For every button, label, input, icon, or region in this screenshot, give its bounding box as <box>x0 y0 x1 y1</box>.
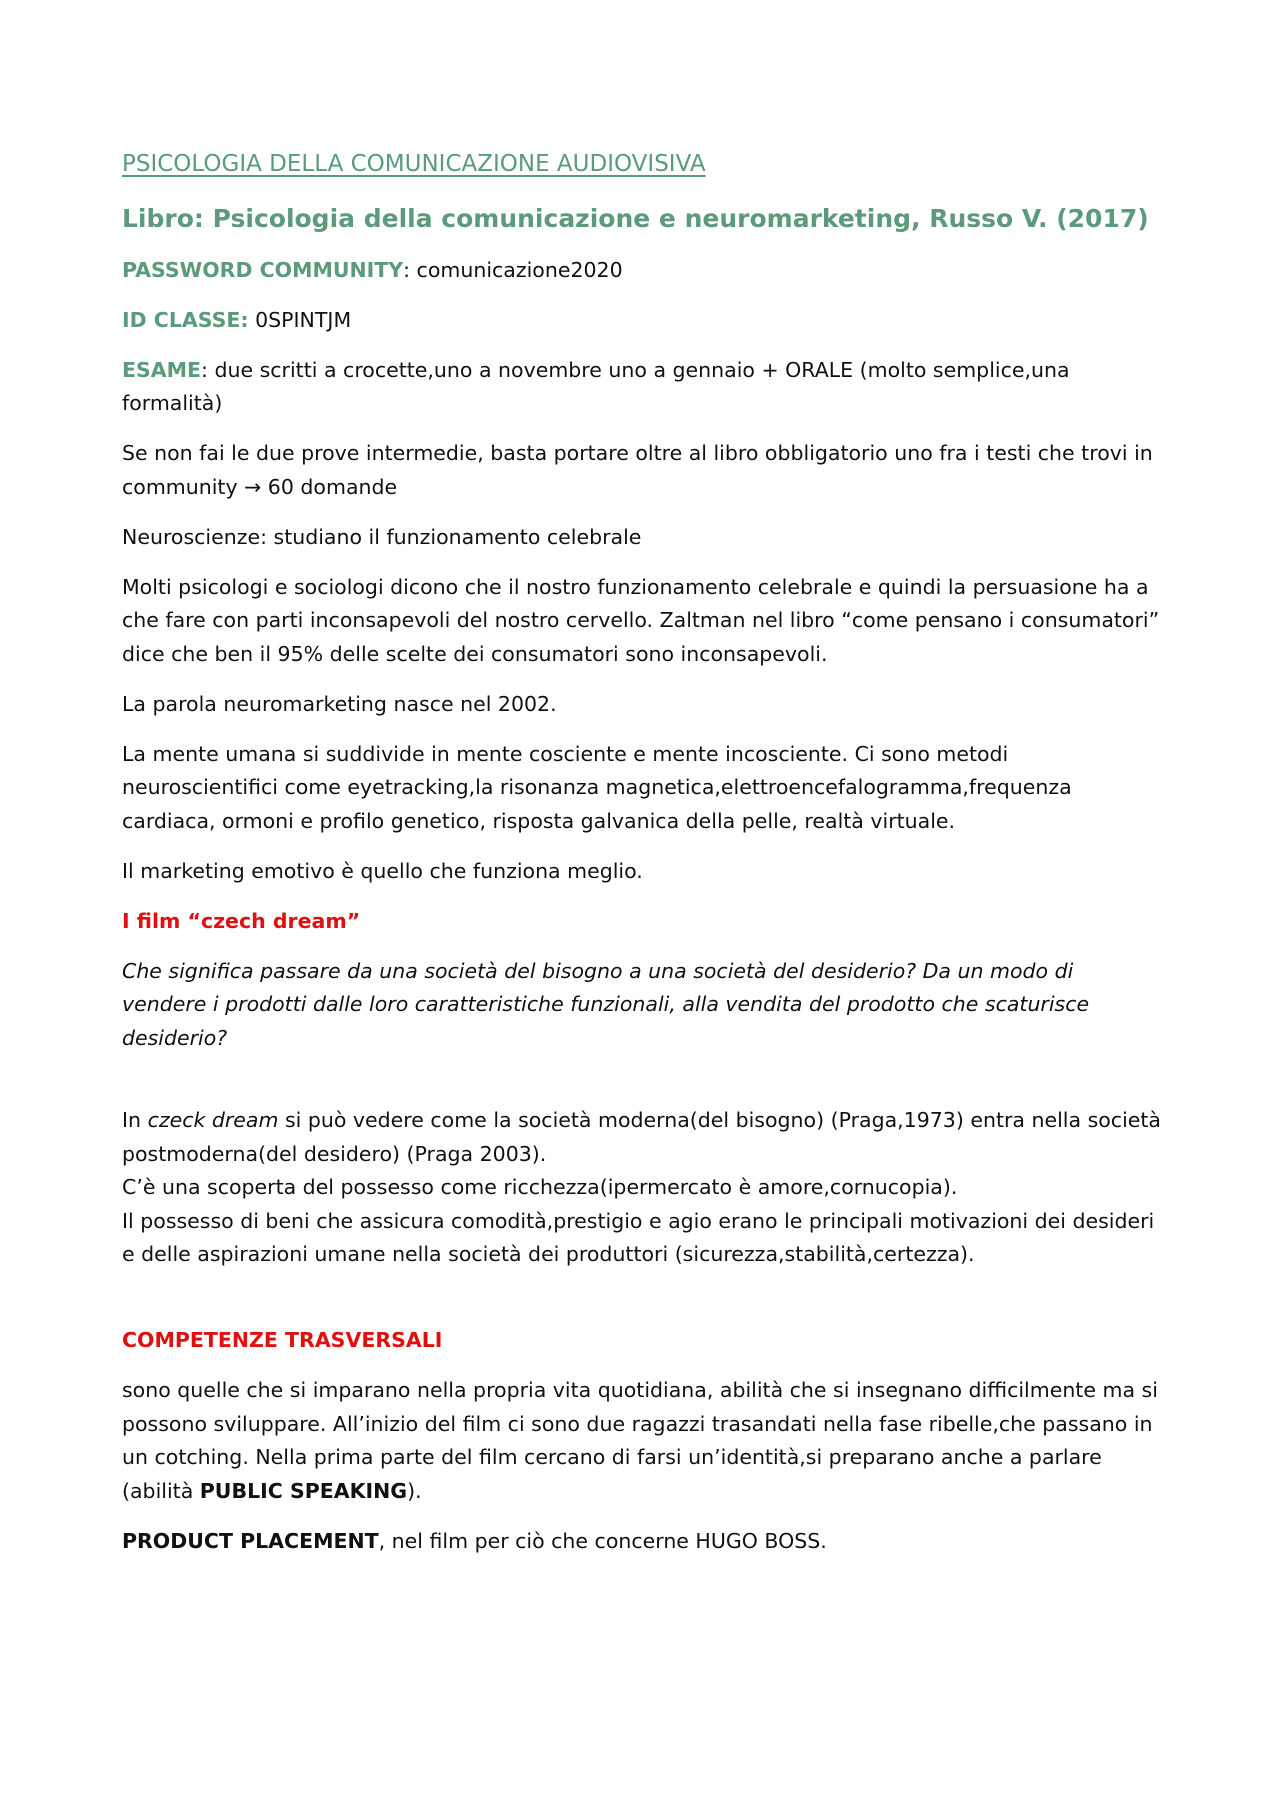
paragraph-product-placement <box>122 1525 1162 1559</box>
product-placement-label: PRODUCT PLACEMENT <box>122 1528 379 1553</box>
competenze-heading: COMPETENZE TRASVERSALI <box>122 1328 443 1352</box>
public-speaking: PUBLIC SPEAKING <box>199 1478 408 1503</box>
book-label: Libro: <box>122 203 204 233</box>
id-classe-value: 0SPINTJM <box>248 307 352 332</box>
password-value: : comunicazione2020 <box>403 257 623 282</box>
document-page <box>122 148 1162 1575</box>
paragraph-neuroscienze: Neuroscienze: studiano il funzionamento celebrale <box>122 524 642 549</box>
book-line <box>122 200 1162 238</box>
esame-label: ESAME <box>122 357 202 382</box>
paragraph-czeck-dream <box>122 1104 1162 1272</box>
paragraph-psicologi: Molti psicologi e sociologi dicono che il nostro funzionamento celebrale e quindi la persuasione ha a che fare con parti inconsapevoli del nostro cervello. Zaltman nel libro “come pensano i consumatori” dice che ben il 95% delle scelte dei consumatori sono inconsapevoli. <box>122 574 1160 666</box>
czeck-line1: si può vedere come la società moderna(del bisogno) (Praga,1973) entra nella società postmoderna(del desidero) (Praga 2003). <box>122 1108 1161 1166</box>
id-classe-line <box>122 304 1162 338</box>
paragraph-competenze <box>122 1374 1162 1508</box>
password-line <box>122 254 1162 288</box>
paragraph-marketing: Il marketing emotivo è quello che funziona meglio. <box>122 858 643 883</box>
paragraph-question: Che significa passare da una società del bisogno a una società del desiderio? Da un modo di vendere i prodotti dalle loro caratteristiche funzionali, alla vendita del prodotto che scaturisce desiderio? <box>122 958 1090 1050</box>
id-classe-label: ID CLASSE: <box>122 307 249 332</box>
paragraph-mente: La mente umana si suddivide in mente cosciente e mente incosciente. Ci sono metodi neuroscientifici come eyetracking,la risonanza magnetica,elettroencefalogramma,frequenza cardiaca, ormoni e profilo genetico, risposta galvanica della pelle, realtà virtuale. <box>122 741 1072 833</box>
product-placement-text: , nel film per ciò che concerne HUGO BOSS. <box>378 1528 827 1553</box>
czeck-title: czeck dream <box>147 1108 279 1132</box>
czeck-line2: C’è una scoperta del possesso come ricchezza(ipermercato è amore,cornucopia). <box>122 1175 958 1199</box>
blank-line <box>122 1288 1162 1324</box>
document-title: PSICOLOGIA DELLA COMUNICAZIONE AUDIOVISIVA <box>122 151 706 177</box>
competenze-text: sono quelle che si imparano nella propria vita quotidiana, abilità che si insegnano difficilmente ma si possono sviluppare. All’inizio del film ci sono due ragazzi trasandati nella fase ribelle,che passano in un cotching. Nella prima parte del film cercano di farsi un’identità,si preparano anche a parlare (abilità <box>122 1378 1158 1503</box>
paragraph-neuromarketing: La parola neuromarketing nasce nel 2002. <box>122 691 557 716</box>
competenze-end: ). <box>407 1478 422 1503</box>
esame-line <box>122 354 1162 421</box>
password-label: PASSWORD COMMUNITY <box>122 257 404 282</box>
czeck-line3: Il possesso di beni che assicura comodità,prestigio e agio erano le principali motivazioni dei desideri e delle aspirazioni umane nella società dei produttori (sicurezza,stabilità,certezza). <box>122 1208 1155 1266</box>
czeck-prefix: In <box>122 1108 148 1132</box>
book-text: Psicologia della comunicazione e neuromarketing, Russo V. (2017) <box>203 203 1149 233</box>
paragraph-prove: Se non fai le due prove intermedie, basta portare oltre al libro obbligatorio uno fra i testi che trovi in community → 60 domande <box>122 441 1153 499</box>
film-heading: I film “czech dream” <box>122 908 361 933</box>
blank-line <box>122 1055 1162 1088</box>
esame-value: : due scritti a crocette,uno a novembre uno a gennaio + ORALE (molto semplice,una formalità) <box>122 357 1070 415</box>
